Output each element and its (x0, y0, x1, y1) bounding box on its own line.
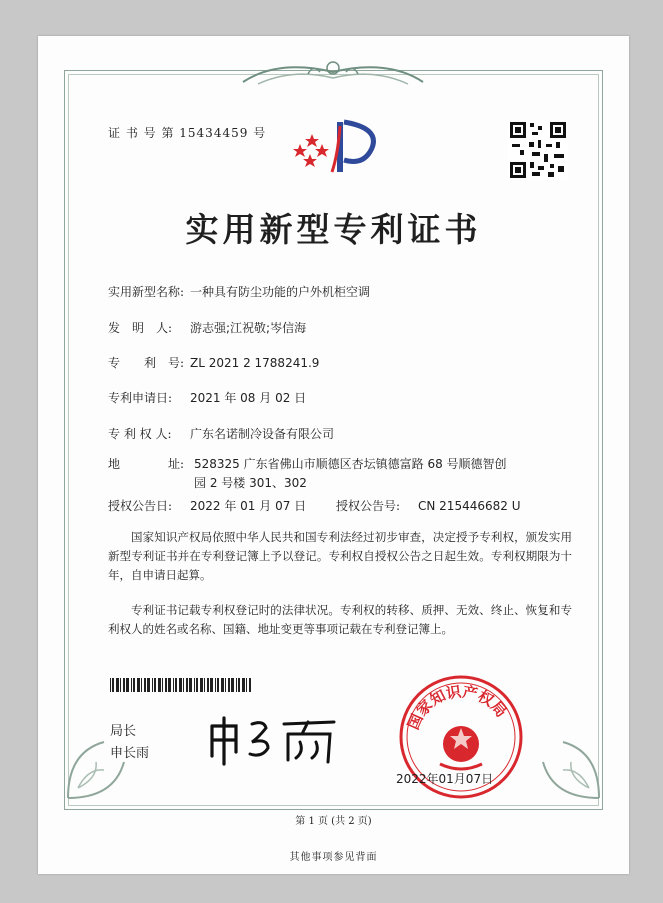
seal-text: 国家知识产权局 (404, 682, 511, 733)
cnipa-logo-icon (292, 114, 384, 178)
certificate-sheet (38, 36, 629, 874)
field-grant-date: 授权公告日: 2022 年 01 月 07 日 (108, 499, 307, 513)
svg-text:国家知识产权局 (404, 682, 510, 732)
field-address-value: 528325 广东省佛山市顺德区杏坛镇德富路 68 号顺德智创园 2 号楼 301、302 (194, 457, 507, 490)
handwritten-signature-icon (204, 712, 344, 768)
barcode-icon (110, 678, 254, 692)
certificate-title: 实用新型专利证书 (185, 210, 482, 249)
signatory-name: 申长雨 (110, 746, 150, 761)
field-patent-holder: 专 利 权 人: 广东名诺制冷设备有限公司 (108, 427, 335, 441)
field-utility-name: 实用新型名称: 一种具有防尘功能的户外机柜空调 (108, 285, 371, 299)
corner-ornament-icon (523, 722, 603, 802)
field-inventor: 发 明 人: 游志强;江祝敬;岑信海 (108, 321, 307, 335)
field-patent-number: 专 利 号: ZL 2021 2 1788241.9 (108, 356, 320, 370)
legal-status-paragraph: 专利证书记载专利权登记时的法律状况。专利权的转移、质押、无效、终止、恢复和专利权人的姓名或名称、国籍、地址变更等事项记载在专利登记簿上。 (108, 603, 572, 636)
back-page-note: 其他事项参见背面 (289, 852, 378, 863)
page-number: 第 1 页 (共 2 页) (295, 816, 372, 827)
field-filing-date: 专利申请日: 2021 年 08 月 02 日 (108, 391, 307, 405)
certificate-number: 证 书 号 第 15434459 号 (108, 126, 267, 140)
field-grant-number: 授权公告号: CN 215446682 U (336, 499, 521, 513)
top-ornament-icon (238, 54, 428, 90)
qr-code-icon (508, 120, 568, 180)
grant-statement-paragraph: 国家知识产权局依照中华人民共和国专利法经过初步审查，决定授予专利权，颁发实用新型专利证书并在专利登记簿上予以登记。专利权自授权公告之日起生效。专利权期限为十年，自申请日起算。 (108, 530, 572, 582)
signatory-title: 局长 (110, 724, 137, 739)
seal-date: 2022年01月07日 (396, 772, 494, 786)
field-address-label: 地 址: (108, 457, 185, 471)
